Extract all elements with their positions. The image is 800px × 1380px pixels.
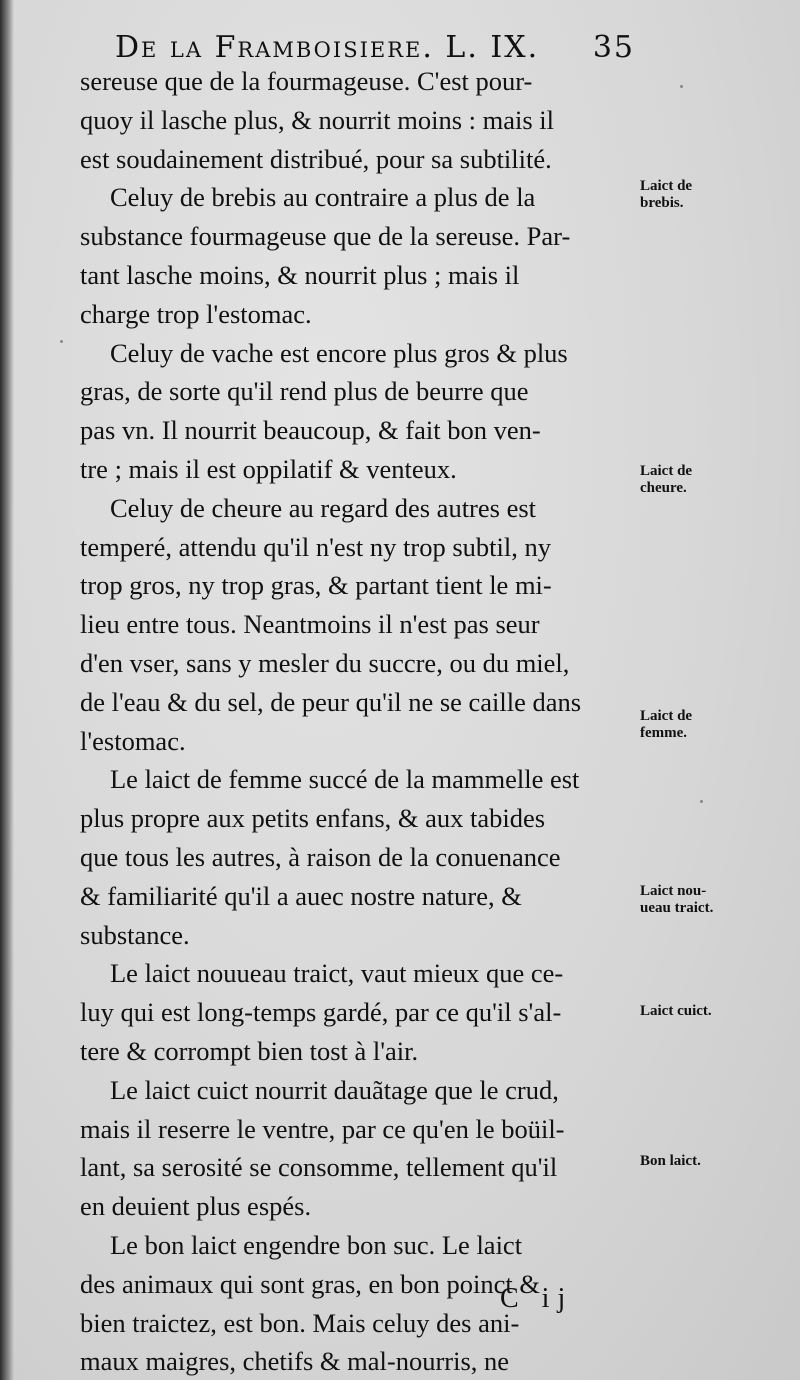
paragraph-femme [80, 760, 640, 954]
text-line: Le laict nouueau traict, vaut mieux que ce- [110, 958, 564, 989]
margin-note-line: Laict de [640, 708, 693, 724]
margin-note-line: ueau traict. [640, 900, 714, 916]
text-line: maux maigres, chetifs & mal-nourris, ne [80, 1346, 510, 1377]
page-binding-shadow [0, 0, 14, 1380]
paragraph-vache [80, 334, 640, 489]
margin-note-cuict [640, 1003, 790, 1020]
ink-speck [60, 340, 63, 343]
text-line: sereuse que de la fourmageuse. C'est pour- [80, 66, 533, 96]
text-line: gras, de sorte qu'il rend plus de beurre que [80, 376, 529, 407]
text-line: tre ; mais il est oppilatif & venteux. [80, 453, 457, 484]
ink-speck [700, 800, 703, 803]
margin-note-line: Bon laict. [640, 1153, 701, 1169]
margin-note-line: Laict de [640, 463, 693, 479]
text-line: temperé, attendu qu'il n'est ny trop subtil, ny [80, 531, 552, 562]
text-line: Le laict de femme succé de la mammelle est [110, 764, 580, 795]
margin-note-nouueau [640, 883, 790, 917]
text-line: charge trop l'estomac. [80, 298, 312, 329]
margin-note-femme [640, 708, 790, 742]
text-line: Celuy de brebis au contraire a plus de la [110, 182, 536, 213]
margin-note-cheure [640, 463, 790, 497]
text-line: Celuy de vache est encore plus gros & plus [110, 337, 568, 368]
text-line: d'en vser, sans y mesler du succre, ou du miel, [80, 647, 570, 678]
text-line: pas vn. Il nourrit beaucoup, & fait bon ven- [80, 415, 541, 446]
text-line: lieu entre tous. Neantmoins il n'est pas seur [80, 609, 540, 640]
text-line: bien traictez, est bon. Mais celuy des ani- [80, 1307, 520, 1338]
text-line: Le laict cuict nourrit dauãtage que le crud, [110, 1074, 559, 1105]
text-line: Le bon laict engendre bon suc. Le laict [110, 1229, 523, 1260]
margin-note-brebis [640, 178, 790, 212]
margin-note-line: cheure. [640, 480, 687, 496]
margin-note-line: Laict nou- [640, 883, 707, 899]
ink-speck [680, 85, 683, 88]
paragraph-brebis [80, 178, 640, 333]
text-line: en deuient plus espés. [80, 1191, 312, 1222]
text-line: tere & corrompt bien tost à l'air. [80, 1035, 419, 1066]
margin-note-line: brebis. [640, 195, 684, 211]
margin-note-bon [640, 1153, 790, 1170]
text-line: plus propre aux petits enfans, & aux tabides [80, 803, 546, 834]
text-line: est soudainement distribué, pour sa subtilité. [80, 143, 552, 174]
margin-note-line: Laict cuict. [640, 1003, 712, 1019]
margin-note-line: femme. [640, 725, 688, 741]
text-line: trop gros, ny trop gras, & partant tient le mi- [80, 570, 552, 601]
paragraph-cheure [80, 489, 640, 761]
text-line: lant, sa serosité se consomme, tellement qu'il [80, 1152, 558, 1183]
paragraph-cuict [80, 1071, 640, 1226]
margin-note-line: Laict de [640, 178, 693, 194]
signature-mark: C ij [500, 1283, 574, 1314]
text-line: des animaux qui sont gras, en bon poinct & [80, 1268, 540, 1299]
paragraph-nouueau [80, 954, 640, 1070]
text-line: Celuy de cheure au regard des autres est [110, 492, 537, 523]
text-line: mais il reserre le ventre, par ce qu'en le boüil- [80, 1113, 565, 1144]
text-line: luy qui est long-temps gardé, par ce qu'il s'al- [80, 997, 562, 1028]
text-line: & familiarité qu'il a auec nostre nature, & [80, 880, 522, 911]
text-line: que tous les autres, à raison de la conuenance [80, 841, 561, 872]
running-title: De la Framboisiere. L. IX. [115, 30, 540, 65]
text-line: substance. [80, 919, 190, 950]
text-line: quoy il lasche plus, & nourrit moins : mais il [80, 104, 555, 135]
main-text-block [80, 62, 640, 1380]
text-line: de l'eau & du sel, de peur qu'il ne se caille dans [80, 686, 582, 717]
paragraph-sereuse [80, 62, 640, 178]
text-line: l'estomac. [80, 725, 186, 756]
page-number: 35 [592, 30, 635, 65]
text-line: substance fourmageuse que de la sereuse. Par- [80, 221, 571, 252]
text-line: tant lasche moins, & nourrit plus ; mais il [80, 259, 520, 290]
